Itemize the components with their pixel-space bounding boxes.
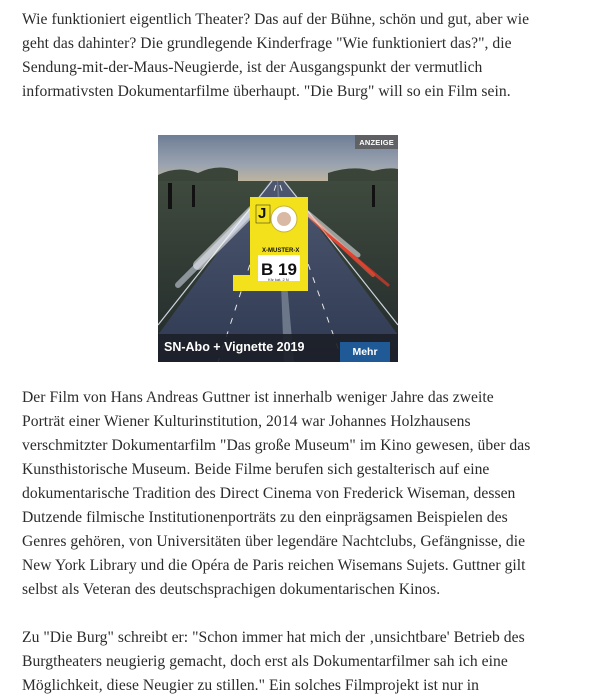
vignette-letter: J [258,205,267,222]
text-line: Möglichkeit, diese Neugier zu stillen." Ein solches Filmprojekt ist nur in [22,677,480,694]
ad-title: SN-Abo + Vignette 2019 [164,340,305,354]
article-paragraph-3 [22,626,525,698]
vignette-plate-number: 19 [278,260,297,279]
ad-more-button[interactable]: Mehr [340,342,390,362]
text-line: Zu "Die Burg" schreibt er: "Schon immer hat mich der ‚unsichtbare' Betrieb des [22,629,525,646]
text-line: Porträt einer Wiener Kulturinstitution, 2014 war Johannes Holzhausens [22,413,471,430]
text-line: Wie funktioniert eigentlich Theater? Das auf der Bühne, schön und gut, aber wie [22,11,530,28]
article-paragraph-2 [22,386,530,602]
text-line: Der Film von Hans Andreas Guttner ist innerhalb weniger Jahre das zweite [22,389,494,406]
vignette-code: X-MUSTER-X [262,248,300,254]
text-line: verschmitzter Dokumentarfilm "Das große Museum" im Kino gewesen, über das [22,437,531,454]
text-line: Dutzende filmische Institutionenporträts zu den einprägsamen Beispielen des [22,509,508,526]
text-line: Kunsthistorische Museum. Beide Filme berufen sich gestalterisch auf eine [22,461,490,478]
text-line: selbst als Veteran des deutschsprachigen dokumentarischen Kinos. [22,581,441,598]
article-paragraph-1 [22,8,529,104]
vignette-small-text: Kfz kat. 2 N [268,277,289,282]
text-line: Sendung-mit-der-Maus-Neugierde, ist der Ausgangspunkt der vermutlich [22,59,483,76]
highway-ad-image [158,135,398,362]
text-line: geht das dahinter? Die grundlegende Kinderfrage "Wie funktioniert das?", die [22,35,512,52]
text-line: informativsten Dokumentarfilme überhaupt. "Die Burg" will so ein Film sein. [22,83,511,100]
vignette-plate-letter: B [261,260,274,279]
text-line: Burgtheaters neugierig gemacht, doch erst als Dokumentarfilmer sah ich eine [22,653,508,670]
ad-label-badge: ANZEIGE [355,135,398,149]
text-line: Genres gehören, von Universitäten über legendäre Nachtclubs, Gefängnisse, die [22,533,526,550]
text-line: New York Library und die Opéra de Paris reichen Wisemans Sujets. Guttner gilt [22,557,526,574]
text-line: dokumentarische Tradition des Direct Cinema von Frederick Wiseman, dessen [22,485,516,502]
advertisement[interactable] [158,135,398,362]
